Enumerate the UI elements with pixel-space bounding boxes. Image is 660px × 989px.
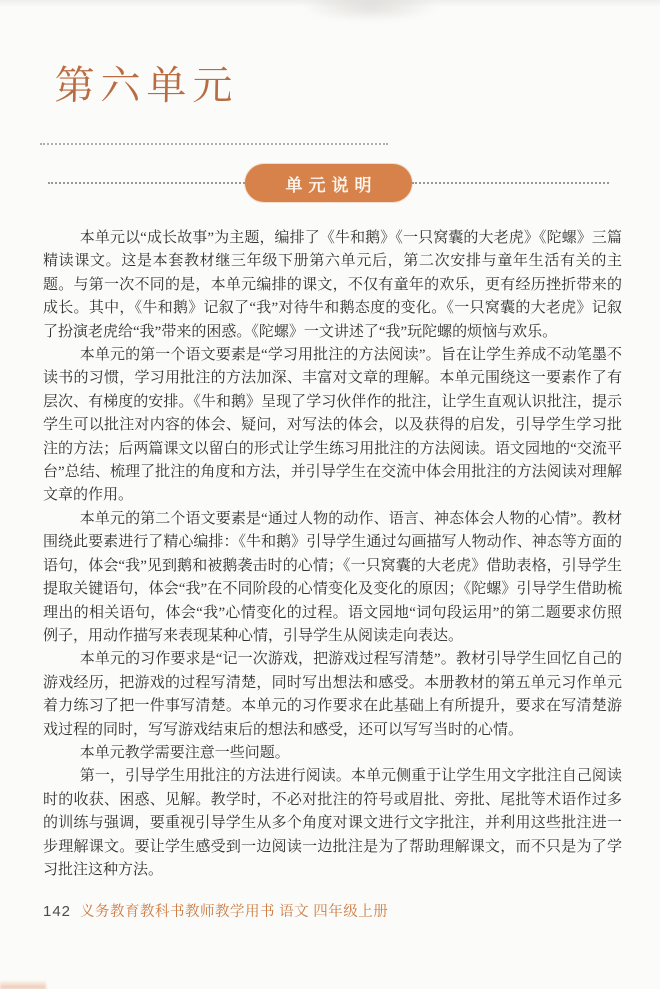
paragraph-language-element-2: 本单元的第二个语文要素是“通过人物的动作、语言、神态体会人物的心情”。教材围绕此要素进行了精心编排：《牛和鹅》引导学生通过勾画描写人物动作、神态等方面的语句，体会“我”见到鹅和被鹅袭击时的心情；《一只窝囊的大老虎》借助表格，引导学生提取关键语句，体会“我”在不同阶段的心情变化及变化的原因；《陀螺》引导学生借助梳理出的相关语句，体会“我”心情变化的过程。语文园地“词句段运用”的第二题要求仿照例子，用动作描写来表现某种心情，引导学生从阅读走向表达。 — [43, 510, 622, 644]
paragraph-teaching-point-1: 第一，引导学生用批注的方法进行阅读。本单元侧重于让学生用文字批注自己阅读时的收获、困惑、见解。教学时，不必对批注的符号或眉批、旁批、尾批等术语作过多的训练与强调，要重视引导学生从多个角度对课文进行文字批注，并利用这些批注进一步理解课文。要让学生感受到一边阅读一边批注是为了帮助理解课文，而不只是为了学习批注这种方法。 — [43, 768, 622, 878]
scan-artifact-bottom — [0, 980, 46, 989]
paragraph-teaching-notes-intro: 本单元教学需要注意一些问题。 — [79, 744, 290, 761]
dotted-rule-right — [412, 182, 609, 184]
paragraph-writing-requirement: 本单元的习作要求是“记一次游戏，把游戏过程写清楚”。教材引导学生回忆自己的游戏经历，把游戏的过程写清楚，同时写出想法和感受。本册教材的第五单元习作单元着力练习了把一件事写清楚。本单元的习作要求在此基础上有所提升，要求在写清楚游戏过程的同时，写写游戏结束后的想法和感受，还可以写写当时的心情。 — [43, 651, 622, 738]
page-number: 142 — [43, 903, 72, 920]
section-heading-row — [43, 164, 622, 202]
dotted-rule-left — [48, 182, 245, 184]
book-title: 义务教育教科书教师教学用书 语文 四年级上册 — [80, 904, 389, 920]
unit-title: 第六单元 — [54, 63, 239, 108]
unit-description-text — [43, 227, 622, 882]
paragraph-language-element-1: 本单元的第一个语文要素是“学习用批注的方法阅读”。旨在让学生养成不动笔墨不读书的习惯，学习用批注的方法加深、丰富对文章的理解。本单元围绕这一要素作了有层次、有梯度的安排。《牛和鹅》呈现了学习伙伴作的批注，让学生直观认识批注，提示学生可以批注对内容的体会、疑问，对写法的体会，以及获得的启发，引导学生学习批注的方法；后两篇课文以留白的形式让学生练习用批注的方法阅读。语文园地的“交流平台”总结、梳理了批注的角度和方法，并引导学生在交流中体会用批注的方法阅读对理解文章的作用。 — [43, 347, 622, 504]
title-underline-dotted-rule — [40, 143, 388, 145]
paragraph-theme-overview: 本单元以“成长故事”为主题，编排了《牛和鹅》《一只窝囊的大老虎》《陀螺》三篇精读课文。这是本套教材继三年级下册第六单元后，第二次安排与童年生活有关的主题。与第一次不同的是，本单元编排的课文，不仅有童年的欢乐，更有经历挫折带来的成长。其中，《牛和鹅》记叙了“我”对待牛和鹅态度的变化。《一只窝囊的大老虎》记叙了扮演老虎给“我”带来的困惑。《陀螺》一文讲述了“我”玩陀螺的烦恼与欢乐。 — [43, 230, 622, 340]
section-badge: 单元说明 — [245, 164, 412, 202]
page-footer — [43, 900, 388, 921]
